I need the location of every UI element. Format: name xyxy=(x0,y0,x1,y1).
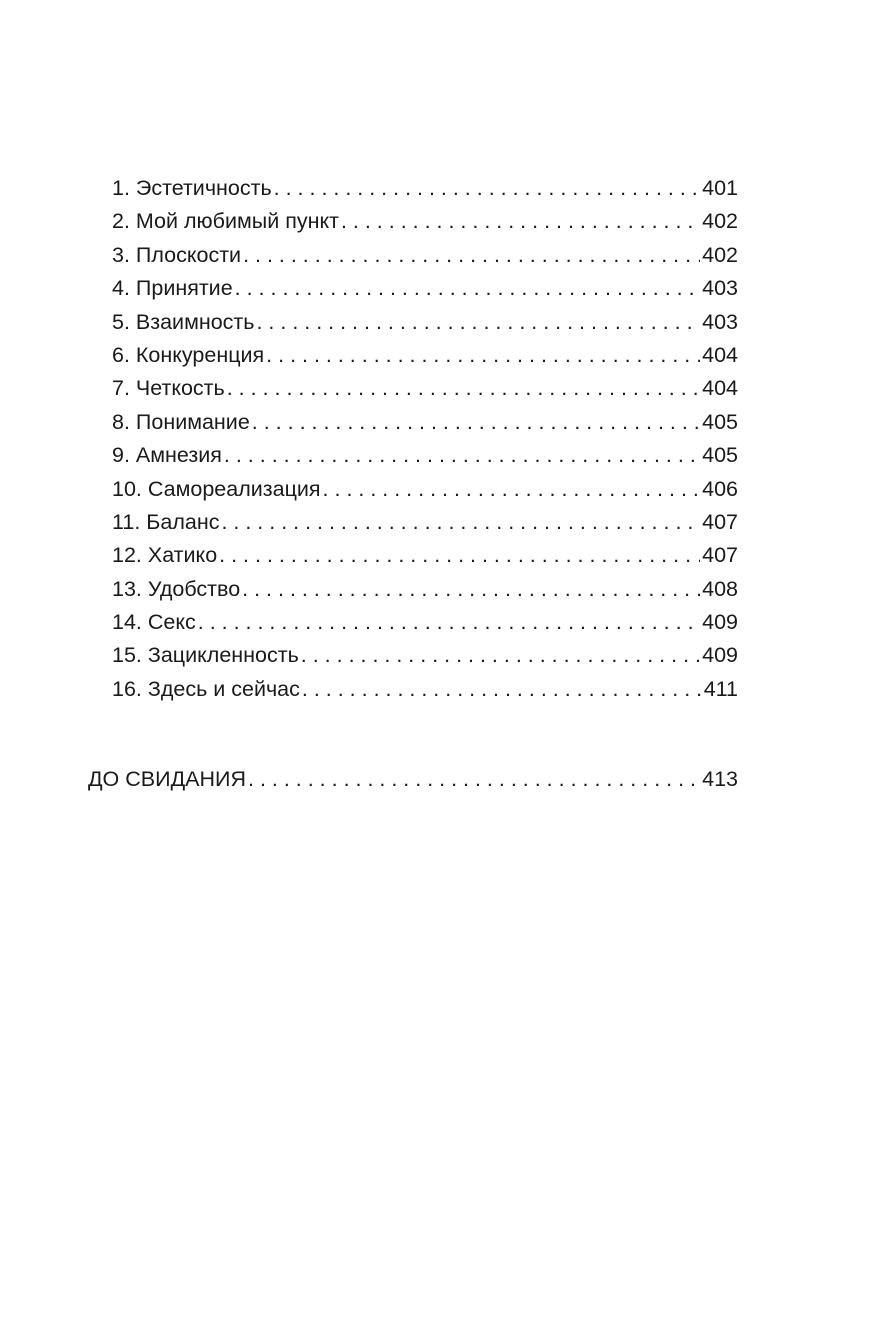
toc-entry-page: 407 xyxy=(702,509,738,534)
toc-entry xyxy=(112,539,738,572)
toc-entry-page: 401 xyxy=(702,176,738,200)
dot-leader xyxy=(227,372,700,405)
dot-leader xyxy=(274,172,700,205)
toc-entry-page: 409 xyxy=(702,643,738,668)
toc-entry xyxy=(112,239,738,272)
toc-entry-page: 403 xyxy=(702,276,738,301)
toc-entry xyxy=(112,306,738,339)
toc-entry-page: 405 xyxy=(702,409,738,434)
toc-entry-page: 402 xyxy=(702,209,738,234)
toc-entry-page: 404 xyxy=(702,376,738,401)
dot-leader xyxy=(198,606,700,639)
toc-entry-title: 8. Понимание xyxy=(112,409,250,434)
toc-entry-page: 404 xyxy=(702,342,738,367)
dot-leader xyxy=(224,439,700,472)
toc-entry xyxy=(112,573,738,606)
toc-final-page: 413 xyxy=(702,767,738,791)
dot-leader xyxy=(243,239,700,272)
toc-entry xyxy=(112,639,738,672)
toc-entry-title: 6. Конкуренция xyxy=(112,342,265,367)
toc-entry-page: 409 xyxy=(702,610,738,635)
dot-leader xyxy=(252,406,700,439)
toc-entry xyxy=(112,506,738,539)
dot-leader xyxy=(242,573,700,606)
toc-entry-title: 11. Баланс xyxy=(112,509,220,534)
toc-entry xyxy=(112,473,738,506)
toc-entry-page: 406 xyxy=(702,476,738,501)
toc-entry-title: 14. Секс xyxy=(112,610,196,635)
dot-leader xyxy=(302,673,702,706)
toc-entry-title: 12. Хатико xyxy=(112,543,218,568)
toc-entry xyxy=(112,606,738,639)
toc-final-title: ДО СВИДАНИЯ xyxy=(88,767,246,791)
toc-entry-page: 407 xyxy=(702,543,738,568)
dot-leader xyxy=(219,539,700,572)
toc-entry xyxy=(112,372,738,405)
toc-entry-title: 9. Амнезия xyxy=(112,443,222,468)
toc-entry xyxy=(112,272,738,305)
toc-entry xyxy=(112,439,738,472)
toc-entry xyxy=(112,339,738,372)
toc-entry-title: 4. Принятие xyxy=(112,276,233,301)
toc-entry-title: 7. Четкость xyxy=(112,376,225,401)
toc-entry xyxy=(112,205,738,238)
toc-entry-title: 13. Удобство xyxy=(112,576,241,601)
toc-entry-title: 1. Эстетичность xyxy=(112,176,272,200)
toc-list xyxy=(112,172,738,706)
toc-entry-title: 2. Мой любимый пункт xyxy=(112,209,339,234)
toc-entry xyxy=(112,172,738,205)
dot-leader xyxy=(221,506,700,539)
toc-entry-title: 10. Самореализация xyxy=(112,476,321,501)
dot-leader xyxy=(341,205,700,238)
dot-leader xyxy=(248,762,700,796)
dot-leader xyxy=(266,339,700,372)
dot-leader xyxy=(235,272,700,305)
toc-entry-page: 403 xyxy=(702,309,738,334)
dot-leader xyxy=(256,306,700,339)
dot-leader xyxy=(301,639,700,672)
toc-entry xyxy=(112,406,738,439)
toc-entry-page: 402 xyxy=(702,242,738,267)
toc-entry-page: 405 xyxy=(702,443,738,468)
toc-entry xyxy=(112,673,738,706)
toc-final-entry xyxy=(88,762,738,796)
toc-entry-page: 411 xyxy=(703,676,738,701)
toc-entry-title: 5. Взаимность xyxy=(112,309,255,334)
toc-entry-page: 408 xyxy=(702,576,738,601)
dot-leader xyxy=(323,473,701,506)
toc-entry-title: 3. Плоскости xyxy=(112,242,242,267)
toc-entry-title: 16. Здесь и сейчас xyxy=(112,676,300,701)
toc-entry-title: 15. Зацикленность xyxy=(112,643,299,668)
